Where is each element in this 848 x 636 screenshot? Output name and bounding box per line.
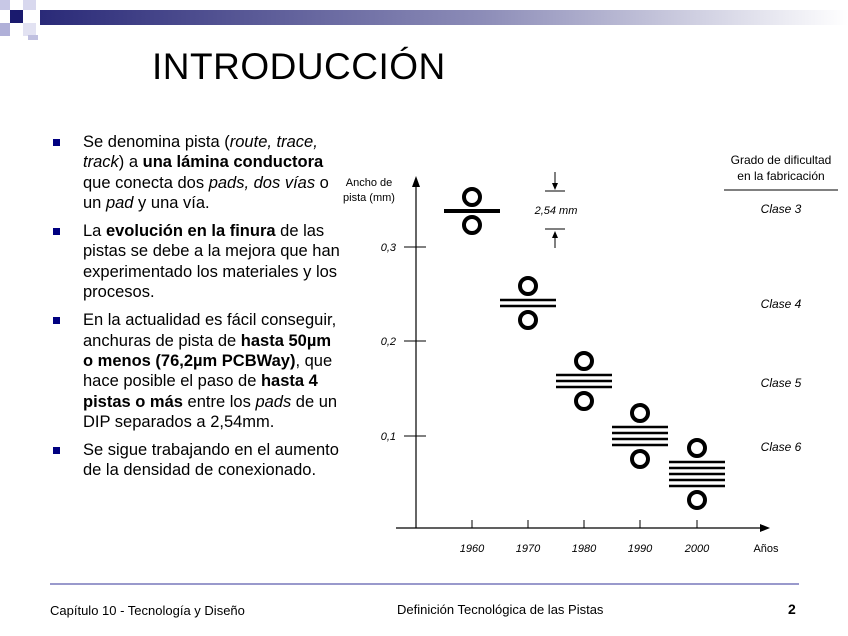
bullet-text-run: evolución en la finura: [105, 222, 276, 241]
dimension-arrow: [552, 183, 558, 190]
pad-circle: [632, 405, 648, 421]
page-number: 2: [788, 601, 796, 617]
y-tick-label: 0,3: [380, 242, 396, 254]
pad-circle: [576, 393, 592, 409]
class-label: Clase 3: [760, 202, 802, 216]
pad-circle: [576, 353, 592, 369]
pad-circle: [520, 278, 536, 294]
bullet-text-run: pads, dos vías: [208, 173, 316, 192]
bullet-text-run: La: [83, 222, 106, 241]
bullet-text-run: pad: [105, 193, 134, 212]
bullet-text-run: hasta 50µm o menos (76,2µm PCBWay): [83, 331, 331, 370]
x-tick-label: 1970: [515, 543, 541, 555]
bullet-text-run: hasta 4 pistas o más: [83, 372, 318, 411]
bullet-text-run: pads: [255, 392, 292, 411]
footer-chapter: Capítulo 10 - Tecnología y Diseño: [50, 603, 245, 618]
y-tick-label: 0,1: [380, 431, 396, 443]
bullet-text-run: En la actualidad es fácil conseguir, anchuras de pista de: [83, 311, 337, 350]
footer-section-title: Definición Tecnológica de las Pistas: [397, 602, 604, 617]
bullet-text-run: o un: [83, 173, 329, 212]
x-tick-label: 1990: [627, 543, 653, 555]
y-tick-label: 0,2: [380, 336, 396, 348]
y-axis-label: pista (mm): [343, 192, 395, 204]
bullet-text-run: route, trace, track: [83, 133, 318, 172]
class-label: Clase 5: [760, 376, 802, 390]
class-label: Clase 4: [760, 297, 802, 311]
x-tick-label: 1960: [459, 543, 485, 555]
x-axis-arrow: [760, 524, 770, 532]
pad-circle: [520, 312, 536, 328]
x-tick-label: 2000: [684, 543, 710, 555]
bullet-text-run: entre los: [182, 392, 256, 411]
pad-circle: [464, 217, 480, 233]
x-tick-label: 1980: [571, 543, 597, 555]
pad-circle: [632, 451, 648, 467]
y-axis-label: Ancho de: [345, 177, 393, 189]
slide-title: INTRODUCCIÓN: [152, 46, 446, 87]
pad-circle: [689, 440, 705, 456]
bullet-text-run: que conecta dos: [83, 173, 209, 192]
pad-circle: [464, 189, 480, 205]
bullet-text-run: y una vía.: [133, 193, 210, 212]
bullet-text-run: Se denomina pista (: [83, 133, 230, 151]
bullet-text-run: Se sigue trabajando en el aumento de la densidad de conexionado.: [83, 441, 339, 480]
bullet-text-run: una lámina conductora: [142, 153, 324, 172]
footer-rule: [50, 583, 799, 585]
bullet-text-run: de las pistas se debe a la mejora que han experimentado los materiales y los procesos.: [83, 222, 340, 302]
pad-circle: [689, 492, 705, 508]
class-label: Clase 6: [760, 440, 802, 454]
bullet-text-run: de un DIP separados a 2,54mm.: [83, 392, 338, 431]
bullet-text-run: , que hace posible el paso de: [83, 351, 333, 391]
pitch-label: 2,54 mm: [534, 205, 578, 217]
bullet-text-run: ) a: [118, 153, 143, 172]
legend-title: en la fabricación: [737, 169, 825, 183]
x-axis-label: Años: [753, 543, 779, 555]
legend-title: Grado de dificultad: [730, 153, 832, 167]
y-axis-arrow: [412, 176, 420, 187]
